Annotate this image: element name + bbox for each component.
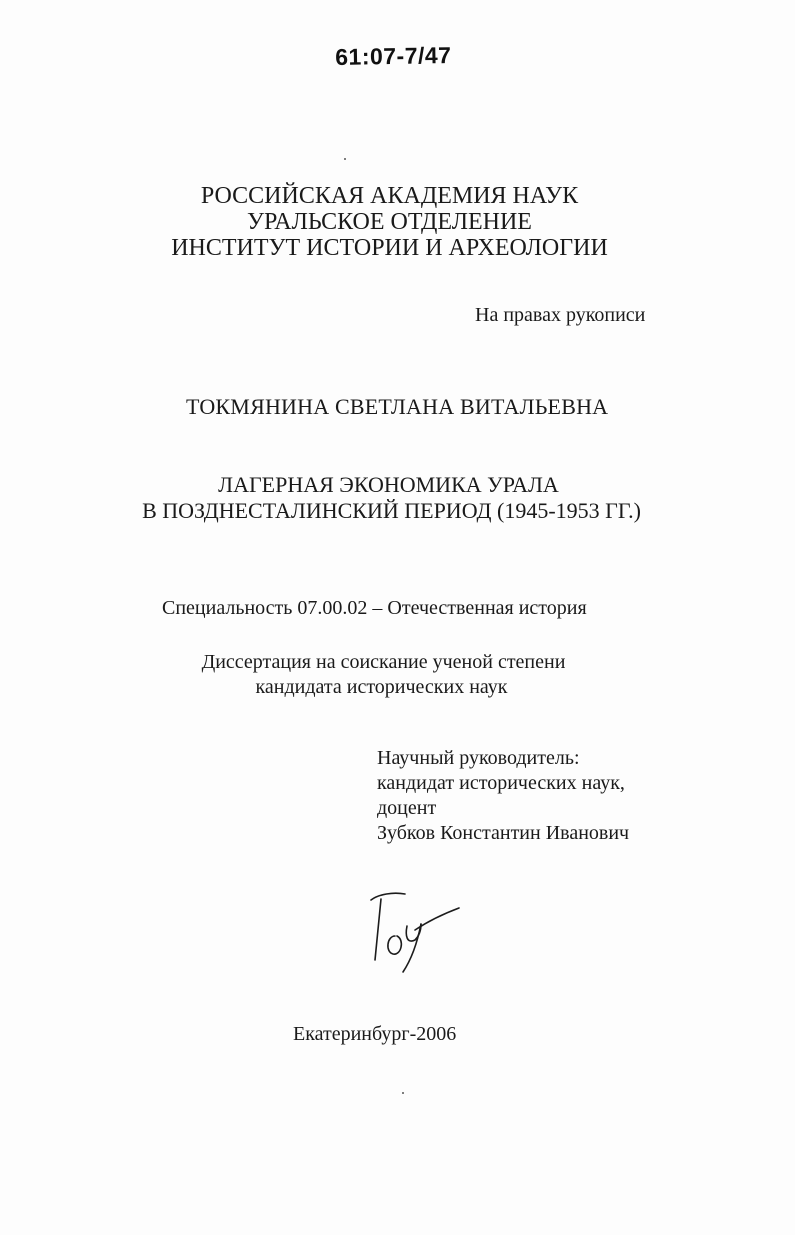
advisor-title: доцент <box>377 797 437 819</box>
specialty-line: Специальность 07.00.02 – Отечественная история <box>162 597 587 619</box>
organization-header <box>0 183 795 261</box>
manuscript-rights-note: На правах рукописи <box>475 304 646 326</box>
degree-line: кандидата исторических наук <box>255 676 508 698</box>
degree-line: Диссертация на соискание ученой степени <box>201 651 566 673</box>
advisor-name: Зубков Константин Иванович <box>377 822 630 844</box>
degree-statement <box>0 650 795 700</box>
organization-line: РОССИЙСКАЯ АКАДЕМИЯ НАУК <box>200 183 579 209</box>
advisor-label: Научный руководитель: <box>377 747 580 769</box>
scan-speck <box>344 158 346 160</box>
organization-line: ИНСТИТУТ ИСТОРИИ И АРХЕОЛОГИИ <box>171 235 608 261</box>
advisor-degree: кандидат исторических наук, <box>377 772 625 794</box>
title-line: В ПОЗДНЕСТАЛИНСКИЙ ПЕРИОД (1945-1953 ГГ.) <box>142 498 641 523</box>
scan-speck <box>402 1092 404 1094</box>
title-line: ЛАГЕРНАЯ ЭКОНОМИКА УРАЛА <box>218 472 559 497</box>
author-name: ТОКМЯНИНА СВЕТЛАНА ВИТАЛЬЕВНА <box>186 394 609 419</box>
scientific-advisor-block <box>377 746 629 846</box>
organization-line: УРАЛЬСКОЕ ОТДЕЛЕНИЕ <box>247 209 532 235</box>
city-year: Екатеринбург-2006 <box>293 1023 457 1045</box>
handwritten-signature-icon <box>365 880 465 980</box>
catalog-stamp: 61:07-7/47 <box>335 41 452 70</box>
dissertation-title <box>0 472 795 524</box>
